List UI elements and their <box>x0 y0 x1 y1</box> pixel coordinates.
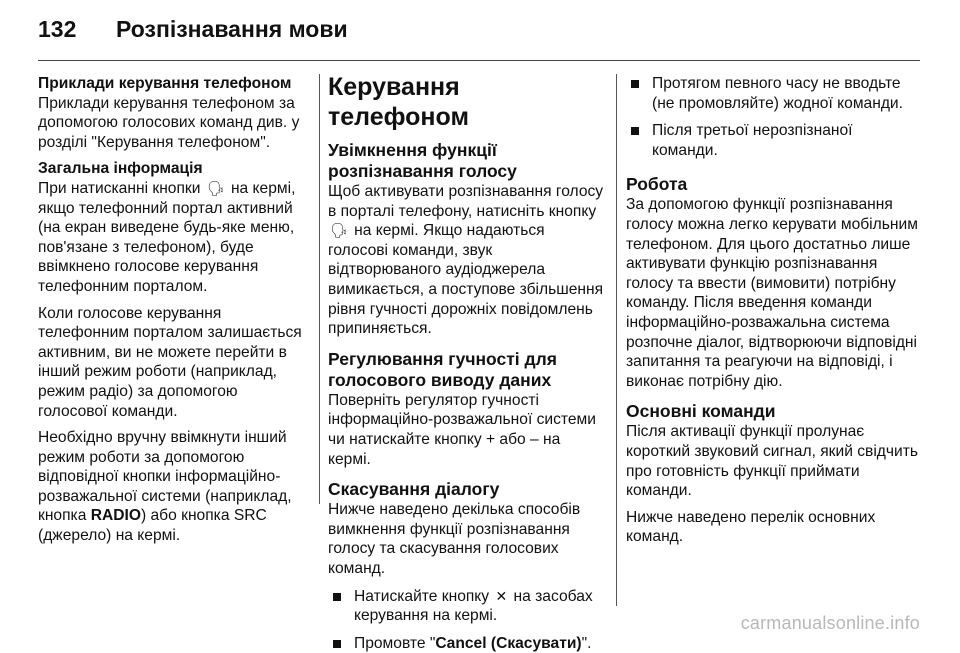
hang-up-voice-icon: ✕ <box>495 587 508 604</box>
list-item: Протягом певного часу не вводьте (не промовляйте) жодної команди. <box>626 74 918 113</box>
paragraph-cancel-dialog: Нижче наведено декілька способів вимкнення функції розпізнавання голосу та скасування голосових команд. <box>328 501 581 577</box>
voice-control-icon: 🗣︎ <box>330 222 348 239</box>
heading-enable-voice: Увімкнення функції розпізнавання голосу <box>328 140 517 181</box>
heading-operation: Робота <box>626 174 688 195</box>
list-item: Промовте "Cancel (Скасувати)". <box>328 634 606 653</box>
bullet-square-icon <box>333 593 341 601</box>
paragraph-phone-examples: Приклади керування телефоном за допомогою голосових команд див. у розділі "Керування телефоном". <box>38 94 300 151</box>
cancel-command-label: Cancel (Скасувати) <box>435 634 582 652</box>
column-divider-1 <box>319 74 320 504</box>
heading-basic-commands: Основні команди <box>626 401 776 422</box>
site-watermark: carmanualsonline.info <box>740 613 920 633</box>
header-divider <box>38 60 920 61</box>
column-divider-2 <box>616 74 617 606</box>
paragraph-enable-voice: Щоб активувати розпізнавання голосу в порталі телефону, натисніть кнопку 🗣︎ на кермі. Якщо надаються голосові команди, звук відтворюваного аудіоджерела вимикається, а поступове збільшення рівня гучності дорожніх повідомлень припиняється. <box>328 183 604 338</box>
voice-control-icon: 🗣︎ <box>206 179 225 196</box>
bullet-square-icon <box>631 127 639 135</box>
list-item: Натискайте кнопку ✕ на засобах керування на кермі. <box>328 587 606 626</box>
paragraph-basic-commands-2: Нижче наведено перелік основних команд. <box>626 508 876 546</box>
paragraph-general-info: При натисканні кнопки 🗣︎ на кермі, якщо телефонний портал активний (на екран виведене будь-яке меню, пов'язане з телефоном), буде ввімкнено голосове керування телефонним порталом. <box>38 179 296 295</box>
paragraph-basic-commands-1: Після активації функції пролунає короткий звуковий сигнал, який свідчить про готовність функції приймати команди. <box>626 423 918 500</box>
paragraph-portal-active: Коли голосове керування телефонним порталом залишається активним, ви не можете перейти в інший режим роботи (наприклад, режим радіо) за допомогою голосової команди. <box>38 304 302 420</box>
radio-button-label: RADIO <box>90 507 141 525</box>
paragraph-manual-switch: Необхідно вручну ввімкнути інший режим роботи за допомогою відповідної кнопки інформаційно-розважальної системи (наприклад, кнопка RADIO) або кнопка SRC (джерело) на кермі. <box>38 429 292 545</box>
page-title: Розпізнавання мови <box>116 16 348 42</box>
heading-phone-examples: Приклади керування телефоном <box>38 75 292 92</box>
list-item: Після третьої нерозпізнаної команди. <box>626 121 918 160</box>
column-2 <box>328 74 606 653</box>
page-number: 132 <box>38 16 77 42</box>
column-3 <box>626 74 918 554</box>
heading-volume: Регулювання гучності для голосового виводу даних <box>328 348 557 390</box>
paragraph-volume: Поверніть регулятор гучності інформаційно-розважальної системи чи натискайте кнопку + або – на кермі. <box>328 391 596 468</box>
bullet-square-icon <box>631 80 639 88</box>
paragraph-operation: За допомогою функції розпізнавання голосу можна легко керувати мобільним телефоном. Для цього достатньо лише активувати функцію розпізнавання голосу та ввести (вимовити) потрібну команду. Після введення команди інформаційно-розважальна система розпочне діалог, відтворюючи відповідні запитання та реагуючи на відповіді, і виконає потрібну дію. <box>626 196 918 390</box>
heading-general-info: Загальна інформація <box>38 160 203 178</box>
heading-cancel-dialog: Скасування діалогу <box>328 479 500 500</box>
page-header <box>0 0 960 58</box>
column-1 <box>38 74 310 553</box>
chapter-heading-phone-control: Керування телефоном <box>328 73 469 131</box>
bullet-square-icon <box>333 640 341 648</box>
